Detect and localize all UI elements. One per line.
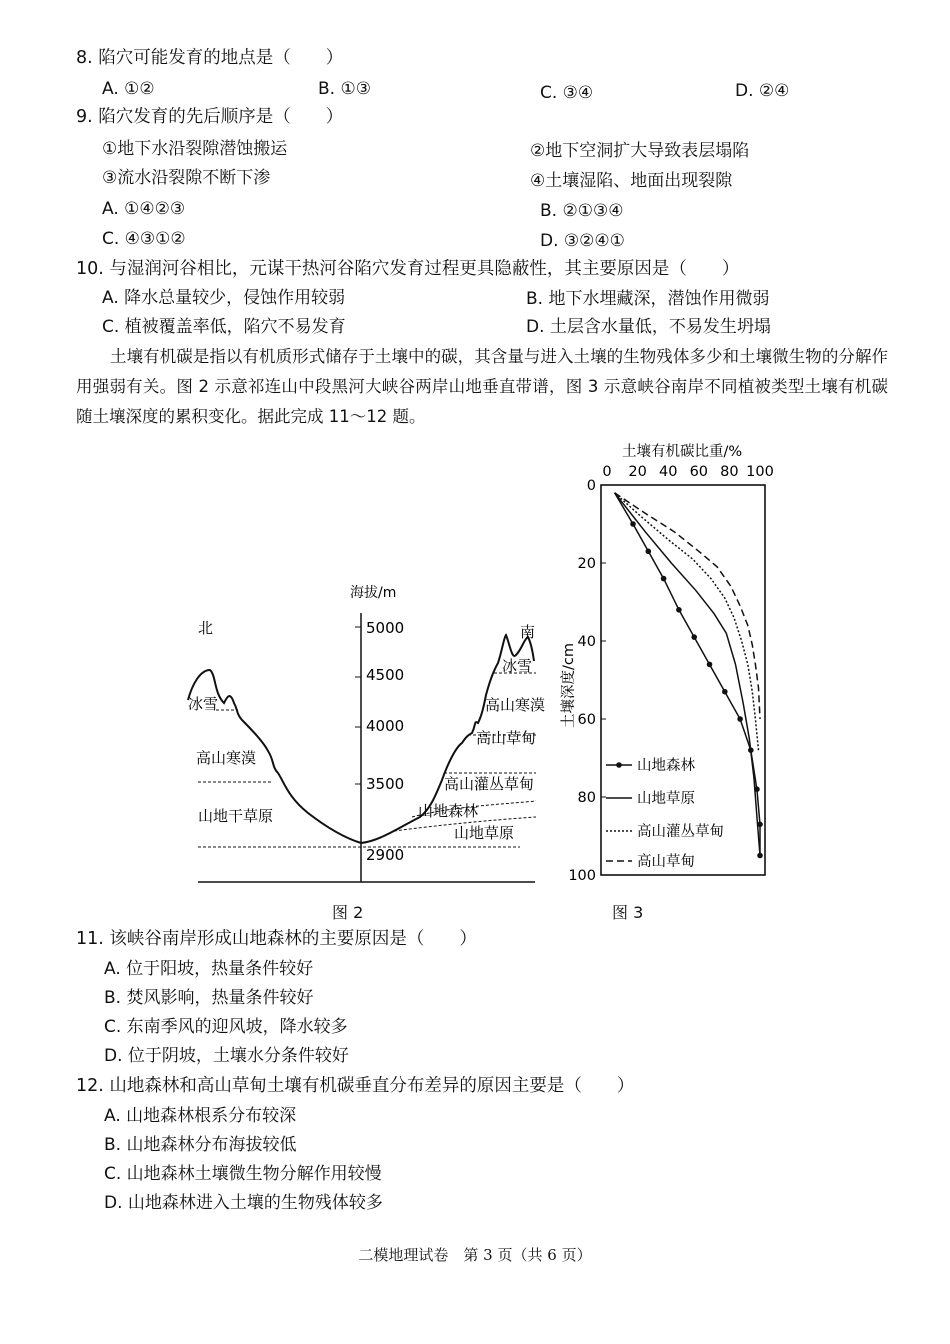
q11-option-d[interactable]: D. 位于阴坡，土壤水分条件较好 (104, 1046, 349, 1066)
fig3-caption: 图 3 (612, 903, 644, 922)
fig2-tick-4500: 4500 (366, 666, 405, 684)
passage-text: 土壤有机碳是指以有机质形式储存于土壤中的碳，其含量与进入土壤的生物残体多少和土壤微生物的分解作用强弱有关。图 2 示意祁连山中段黑河大峡谷两岸山地垂直带谱，图 3 示意峡谷南岸不同植被类型土壤有机碳随土壤深度的累积变化。据此完成 11～12 题。 (76, 347, 888, 426)
fig2-south: 南 (520, 623, 536, 641)
fig3-point-1 (630, 521, 636, 527)
figure-2 (180, 575, 550, 895)
q9-option-c[interactable]: C. ④③①② (102, 229, 186, 249)
q12-stem: 12. 山地森林和高山草甸土壤有机碳垂直分布差异的原因主要是（ ） (76, 1076, 635, 1096)
fig2-south-snow: 冰雪 (502, 657, 533, 675)
q9-option-a[interactable]: A. ①④②③ (102, 199, 186, 219)
fig3-y-tick-60: 60 (577, 712, 596, 728)
fig3-point-6 (707, 662, 713, 668)
fig3-series-3 (615, 493, 759, 750)
fig2-north-snow: 冰雪 (188, 695, 219, 713)
fig2-south-shrub: 高山灌丛草甸 (444, 775, 535, 793)
fig3-y-tick-100: 100 (568, 868, 596, 884)
q11-stem: 11. 该峡谷南岸形成山地森林的主要原因是（ ） (76, 929, 477, 949)
fig3-x-tick-60: 60 (689, 464, 709, 480)
q8-stem: 8. 陷穴可能发育的地点是（ ） (76, 48, 344, 68)
fig3-series-4 (615, 493, 760, 719)
q9-stem: 9. 陷穴发育的先后顺序是（ ） (76, 107, 344, 127)
fig3-point-2 (646, 549, 652, 555)
fig3-x-tick-0: 0 (602, 464, 612, 480)
q12-option-c[interactable]: C. 山地森林土壤微生物分解作用较慢 (104, 1164, 382, 1184)
page-footer: 二模地理试卷 第 3 页（共 6 页） (358, 1246, 592, 1264)
q9-item-3: ③流水沿裂隙不断下渗 (102, 168, 271, 188)
fig2-north-steppe: 山地干草原 (198, 807, 274, 825)
fig2-tick-3500: 3500 (366, 775, 405, 793)
fig2-tick-5000: 5000 (366, 619, 405, 637)
fig3-legend-label-4: 高山草甸 (637, 854, 695, 870)
fig3-x-tick-20: 20 (628, 464, 647, 480)
q10-option-b[interactable]: B. 地下水埋藏深，潜蚀作用微弱 (526, 289, 770, 309)
fig3-legend-dot (616, 762, 622, 768)
fig2-south-steppe: 山地草原 (454, 824, 515, 842)
fig3-x-tick-80: 80 (720, 464, 739, 480)
q9-option-b[interactable]: B. ②①③④ (540, 201, 624, 221)
fig2-south-forest: 山地森林 (418, 802, 479, 820)
figure-3-chart (560, 438, 775, 885)
fig3-point-3 (661, 576, 667, 582)
q10-option-d[interactable]: D. 土层含水量低，不易发生坍塌 (526, 317, 771, 337)
q11-option-c[interactable]: C. 东南季风的迎风坡，降水较多 (104, 1017, 348, 1037)
fig2-tick-2900: 2900 (366, 846, 405, 864)
fig3-legend-label-3: 高山灌丛草甸 (637, 824, 724, 840)
q9-item-1: ①地下水沿裂隙潜蚀搬运 (102, 139, 288, 159)
fig3-point-4 (676, 607, 682, 613)
fig3-y-tick-80: 80 (577, 790, 596, 806)
q9-item-4: ④土壤湿陷、地面出现裂隙 (530, 171, 733, 191)
q11-option-b[interactable]: B. 焚风影响，热量条件较好 (104, 988, 314, 1008)
q12-option-a[interactable]: A. 山地森林根系分布较深 (104, 1106, 297, 1126)
passage (76, 342, 888, 432)
q8-option-b[interactable]: B. ①③ (318, 79, 371, 99)
fig2-north: 北 (198, 619, 214, 637)
fig2-tick-4000: 4000 (366, 717, 405, 735)
fig3-x-title: 土壤有机碳比重/% (622, 444, 743, 460)
q12-option-b[interactable]: B. 山地森林分布海拔较低 (104, 1135, 297, 1155)
q8-option-a[interactable]: A. ①② (102, 79, 155, 99)
q9-option-d[interactable]: D. ③②④① (540, 231, 625, 251)
fig3-x-tick-40: 40 (658, 464, 678, 480)
q8-option-d[interactable]: D. ②④ (735, 81, 790, 101)
fig3-legend-label-1: 山地森林 (637, 758, 695, 774)
fig3-y-title: 土壤深度/cm (561, 643, 577, 728)
fig3-point-5 (691, 634, 697, 640)
fig3-point-7 (722, 689, 728, 695)
fig3-x-tick-100: 100 (746, 464, 774, 480)
fig2-north-desert: 高山寒漠 (196, 749, 257, 767)
fig3-point-8 (737, 716, 743, 722)
fig2-south-meadow: 高山草甸 (476, 729, 537, 747)
q10-option-c[interactable]: C. 植被覆盖率低，陷穴不易发育 (102, 317, 346, 337)
q12-option-d[interactable]: D. 山地森林进入土壤的生物残体较多 (104, 1193, 383, 1213)
q11-option-a[interactable]: A. 位于阳坡，热量条件较好 (104, 959, 314, 979)
q10-stem: 10. 与湿润河谷相比，元谋干热河谷陷穴发育过程更具隐蔽性，其主要原因是（ ） (76, 259, 740, 279)
q10-option-a[interactable]: A. 降水总量较少，侵蚀作用较弱 (102, 288, 346, 308)
fig3-plot-frame (601, 485, 765, 875)
fig2-ticks (355, 619, 404, 864)
fig2-axis-title: 海拔/m (350, 585, 397, 601)
q9-item-2: ②地下空洞扩大导致表层塌陷 (530, 141, 750, 161)
fig2-caption: 图 2 (332, 903, 364, 922)
q8-option-c[interactable]: C. ③④ (540, 83, 594, 103)
fig3-y-tick-20: 20 (577, 556, 596, 572)
fig3-y-tick-40: 40 (577, 634, 596, 650)
fig2-south-desert: 高山寒漠 (485, 696, 546, 714)
fig3-y-tick-0: 0 (586, 478, 596, 494)
fig3-legend-label-2: 山地草原 (637, 791, 695, 807)
